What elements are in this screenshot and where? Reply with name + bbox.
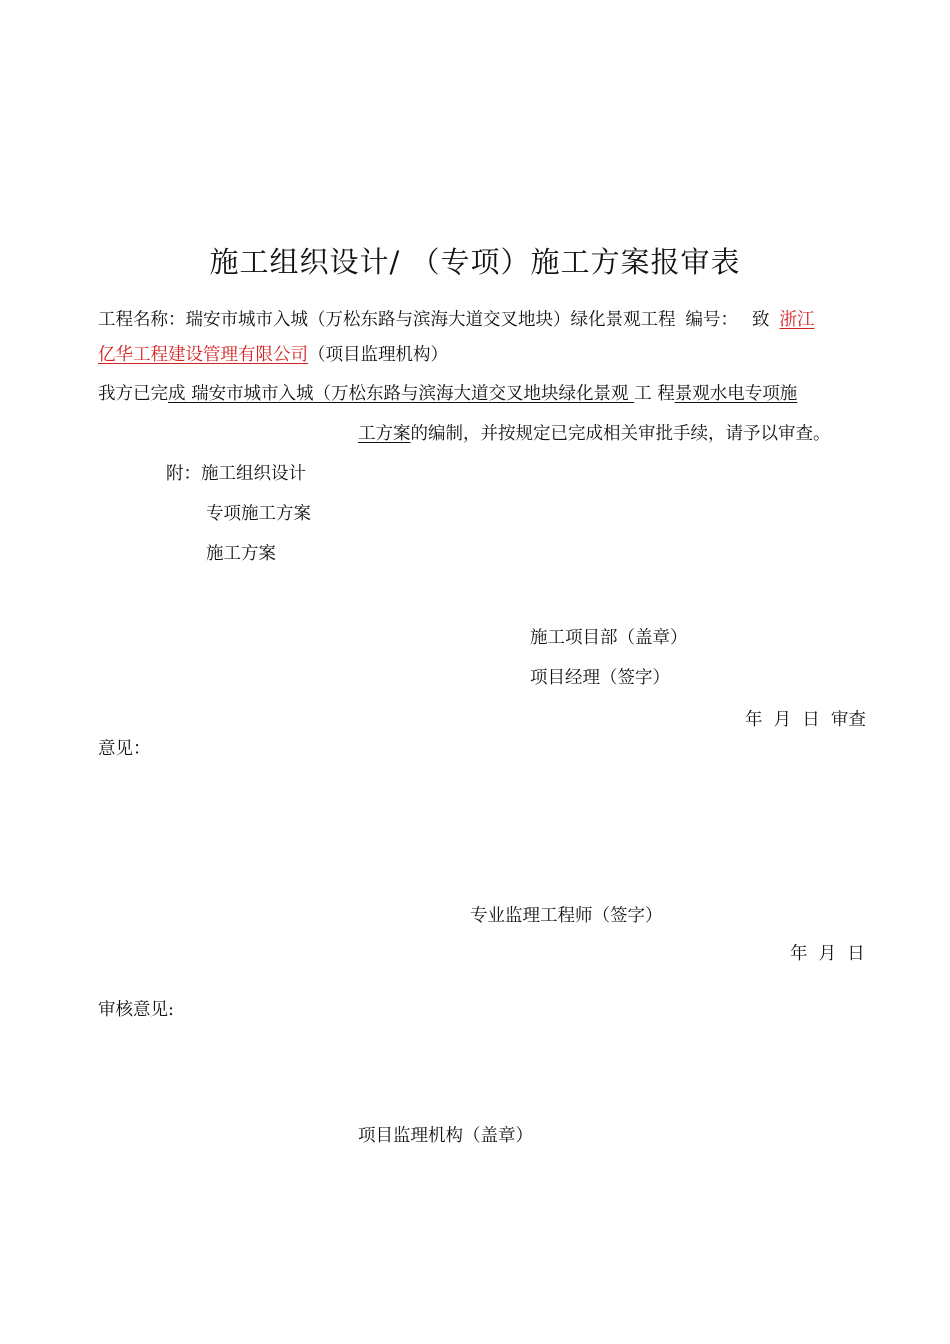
supervisor-date: 年 月 日 <box>790 944 865 964</box>
dept-seal: 施工项目部（盖章） <box>530 628 688 648</box>
body-line-2 <box>358 420 831 445</box>
engineer-sign: 专业监理工程师（签字） <box>470 906 663 926</box>
agency-seal: 项目监理机构（盖章） <box>358 1126 533 1146</box>
date-review: 年 月 日 审查 <box>745 710 866 730</box>
recipient-part1: 浙江 <box>779 310 815 330</box>
attachment-item-3: 施工方案 <box>206 544 276 564</box>
opinion-label: 意见： <box>98 739 151 759</box>
body-prefix: 我方已完 <box>98 384 168 404</box>
to-label: 致 <box>752 310 770 330</box>
recipient-part2: 亿华工程建设管理有限公司 <box>98 345 308 365</box>
project-line <box>98 306 815 331</box>
manager-sign: 项目经理（签字） <box>530 668 670 688</box>
attachment-text: 施工组织设计 <box>201 464 306 484</box>
recipient-suffix: （项目监理机构） <box>308 345 448 365</box>
body-underline-1: 成 瑞安市城市入城（万松东路与滨海大道交叉地块绿化景观 <box>168 384 635 404</box>
attachment-item-1 <box>166 460 306 485</box>
page-title: 施工组织设计/ （专项）施工方案报审表 <box>209 245 741 279</box>
body-line-1 <box>98 380 797 405</box>
recipient-line <box>98 341 448 366</box>
body-underline-3: 工方案 <box>358 424 411 444</box>
number-label: 编号： <box>685 310 738 330</box>
project-label: 工程名称： <box>98 310 186 330</box>
body-suffix: 的编制，并按规定已完成相关审批手续，请予以审查。 <box>410 424 831 444</box>
body-underline-2: 景观水电专项施 <box>674 384 798 404</box>
audit-label: 审核意见: <box>98 1000 174 1020</box>
attachment-item-2: 专项施工方案 <box>206 504 311 524</box>
attachment-label: 附： <box>166 464 201 484</box>
body-middle: 工 程 <box>634 384 675 404</box>
project-name: 瑞安市城市入城（万松东路与滨海大道交叉地块）绿化景观工程 <box>185 310 676 330</box>
